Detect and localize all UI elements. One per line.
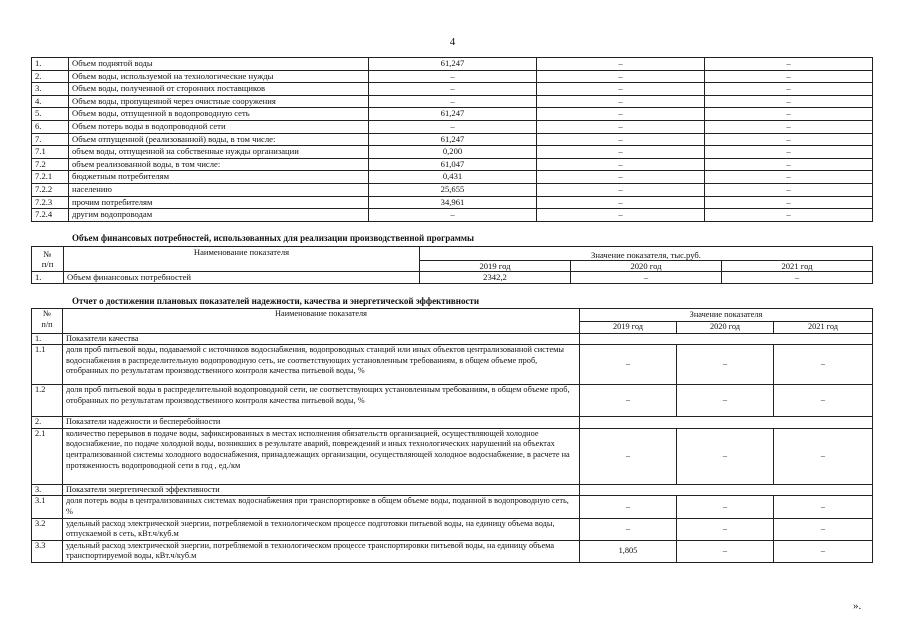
report-cell-num: 3.1 bbox=[32, 496, 63, 518]
finance-row-v2020: – bbox=[571, 272, 722, 284]
water-cell-name: Объем отпущенной (реализованной) воды, в том числе: bbox=[69, 133, 369, 146]
water-cell-v2021: – bbox=[705, 133, 873, 146]
water-cell-num: 7.2.4 bbox=[32, 209, 69, 222]
report-table bbox=[31, 308, 873, 563]
report-col-name: Наименование показателя bbox=[63, 309, 580, 334]
water-cell-name: Объем потерь воды в водопроводной сети bbox=[69, 120, 369, 133]
water-cell-name: Объем воды, полученной от сторонних поставщиков bbox=[69, 83, 369, 96]
water-table-row bbox=[32, 83, 873, 96]
report-cell-name: Показатели надежности и бесперебойности bbox=[63, 417, 580, 429]
water-table-row bbox=[32, 158, 873, 171]
water-cell-num: 2. bbox=[32, 70, 69, 83]
page-number: 4 bbox=[449, 36, 456, 48]
report-year-2021: 2021 год bbox=[774, 322, 873, 334]
report-item-row bbox=[32, 428, 873, 484]
report-item-row bbox=[32, 540, 873, 562]
report-cell-v2019: – bbox=[580, 345, 677, 385]
report-col-value: Значение показателя bbox=[580, 309, 873, 322]
water-cell-name: Объем воды, используемой на технологические нужды bbox=[69, 70, 369, 83]
report-year-2020: 2020 год bbox=[677, 322, 774, 334]
water-table-row bbox=[32, 108, 873, 121]
report-item-row bbox=[32, 385, 873, 417]
water-cell-num: 1. bbox=[32, 58, 69, 71]
water-table-row bbox=[32, 171, 873, 184]
water-cell-v2021: – bbox=[705, 108, 873, 121]
water-cell-num: 7.2.3 bbox=[32, 196, 69, 209]
water-cell-v2021: – bbox=[705, 70, 873, 83]
water-cell-num: 4. bbox=[32, 95, 69, 108]
report-item-row bbox=[32, 345, 873, 385]
report-section-spacer bbox=[580, 484, 873, 496]
water-cell-name: объем реализованной воды, в том числе: bbox=[69, 158, 369, 171]
water-cell-v2021: – bbox=[705, 209, 873, 222]
finance-row-num: 1. bbox=[32, 272, 64, 284]
water-cell-v2021: – bbox=[705, 120, 873, 133]
report-cell-v2020: – bbox=[677, 518, 774, 540]
report-cell-name: доля проб питьевой воды, подаваемой с источников водоснабжения, водопроводных станций или иных объектов централизованной системы водоснабжения в распределительную водопроводную сеть, не соответствующих установленным требованиям, в общем объеме проб, отобранных по результатам производственного контроля качества питьевой воды, % bbox=[63, 345, 580, 385]
water-cell-name: Объем воды, пропущенной через очистные сооружения bbox=[69, 95, 369, 108]
water-cell-v2021: – bbox=[705, 158, 873, 171]
report-cell-num: 3. bbox=[32, 484, 63, 496]
water-cell-v2019: 25,655 bbox=[369, 183, 537, 196]
report-cell-num: 1.2 bbox=[32, 385, 63, 417]
report-cell-v2020: – bbox=[677, 428, 774, 484]
report-cell-num: 3.2 bbox=[32, 518, 63, 540]
report-section-spacer bbox=[580, 333, 873, 345]
report-cell-name: количество перерывов в подаче воды, зафиксированных в местах исполнения обязательств организацией, осуществляющей холодное водоснабжение, по подаче холодной воды, возникших в результате аварий, повреждений и иных технологических нарушений на объектах централизованной системы холодного водоснабжения, принадлежащих организации, осуществляющей холодное водоснабжение, в расчете на протяженность водопроводной сети в год , ед./км bbox=[63, 428, 580, 484]
water-cell-v2021: – bbox=[705, 146, 873, 159]
water-cell-num: 6. bbox=[32, 120, 69, 133]
water-cell-name: Объем воды, отпущенной в водопроводную сеть bbox=[69, 108, 369, 121]
report-cell-v2021: – bbox=[774, 540, 873, 562]
water-cell-num: 7.2.2 bbox=[32, 183, 69, 196]
water-cell-v2019: 61,047 bbox=[369, 158, 537, 171]
report-item-row bbox=[32, 496, 873, 518]
finance-col-name: Наименование показателя bbox=[64, 247, 420, 272]
water-cell-v2020: – bbox=[537, 58, 705, 71]
finance-col-num: № п/п bbox=[32, 247, 64, 272]
water-cell-v2021: – bbox=[705, 196, 873, 209]
report-cell-v2019: – bbox=[580, 428, 677, 484]
report-cell-name: удельный расход электрической энергии, потребляемой в технологическом процессе подготовки питьевой воды, на единицу объема воды, отпускаемой в сеть, кВт.ч/куб.м bbox=[63, 518, 580, 540]
water-cell-v2020: – bbox=[537, 183, 705, 196]
report-cell-name: Показатели энергетической эффективности bbox=[63, 484, 580, 496]
report-cell-v2020: – bbox=[677, 385, 774, 417]
water-cell-name: населению bbox=[69, 183, 369, 196]
report-title: Отчет о достижении плановых показателей надежности, качества и энергетической эффективности bbox=[72, 296, 480, 306]
water-cell-v2019: 34,961 bbox=[369, 196, 537, 209]
report-cell-v2021: – bbox=[774, 385, 873, 417]
report-cell-v2021: – bbox=[774, 496, 873, 518]
report-cell-name: Показатели качества bbox=[63, 333, 580, 345]
water-cell-name: Объем поднятой воды bbox=[69, 58, 369, 71]
finance-title: Объем финансовых потребностей, использованных для реализации производственной программы bbox=[72, 233, 475, 243]
report-cell-v2019: – bbox=[580, 518, 677, 540]
report-year-2019: 2019 год bbox=[580, 322, 677, 334]
report-cell-name: доля проб питьевой воды в распределительной водопроводной сети, не соответствующих установленным требованиям, в общем объеме проб, отобранных по результатам производственного контроля качества питьевой воды, % bbox=[63, 385, 580, 417]
report-section-row bbox=[32, 417, 873, 429]
finance-row-name: Объем финансовых потребностей bbox=[64, 272, 420, 284]
finance-row-v2021: – bbox=[722, 272, 873, 284]
water-cell-v2021: – bbox=[705, 58, 873, 71]
water-cell-v2019: – bbox=[369, 83, 537, 96]
report-cell-num: 2. bbox=[32, 417, 63, 429]
report-col-num: № п/п bbox=[32, 309, 63, 334]
report-cell-name: доля потерь воды в централизованных системах водоснабжения при транспортировке в общем объеме воды, поданной в водопроводную сеть, % bbox=[63, 496, 580, 518]
report-cell-num: 1.1 bbox=[32, 345, 63, 385]
water-cell-v2019: 0,200 bbox=[369, 146, 537, 159]
water-cell-v2020: – bbox=[537, 158, 705, 171]
water-table-row bbox=[32, 58, 873, 71]
water-table-row bbox=[32, 120, 873, 133]
water-cell-v2019: 61,247 bbox=[369, 133, 537, 146]
finance-year-2021: 2021 год bbox=[722, 261, 873, 272]
water-cell-v2020: – bbox=[537, 95, 705, 108]
report-cell-name: удельный расход электрической энергии, потребляемой в технологическом процессе транспортировки питьевой воды, на единицу объема транспортируемой воды, кВт.ч/куб.м bbox=[63, 540, 580, 562]
water-cell-num: 5. bbox=[32, 108, 69, 121]
report-cell-v2019: 1,805 bbox=[580, 540, 677, 562]
water-cell-v2020: – bbox=[537, 70, 705, 83]
water-cell-name: прочим потребителям bbox=[69, 196, 369, 209]
finance-col-value: Значение показателя, тыс.руб. bbox=[420, 247, 873, 261]
report-section-spacer bbox=[580, 417, 873, 429]
water-cell-v2021: – bbox=[705, 95, 873, 108]
finance-row-v2019: 2342,2 bbox=[420, 272, 571, 284]
water-cell-v2020: – bbox=[537, 146, 705, 159]
water-cell-v2019: – bbox=[369, 209, 537, 222]
water-volume-table bbox=[31, 57, 873, 222]
finance-year-2020: 2020 год bbox=[571, 261, 722, 272]
water-table-row bbox=[32, 209, 873, 222]
water-cell-v2019: – bbox=[369, 120, 537, 133]
water-table-row bbox=[32, 196, 873, 209]
water-cell-num: 7.1 bbox=[32, 146, 69, 159]
report-item-row bbox=[32, 518, 873, 540]
report-cell-num: 2.1 bbox=[32, 428, 63, 484]
water-cell-v2020: – bbox=[537, 133, 705, 146]
report-cell-v2020: – bbox=[677, 496, 774, 518]
report-cell-num: 3.3 bbox=[32, 540, 63, 562]
water-cell-name: бюджетным потребителям bbox=[69, 171, 369, 184]
water-table-row bbox=[32, 70, 873, 83]
water-cell-v2020: – bbox=[537, 108, 705, 121]
water-cell-v2020: – bbox=[537, 209, 705, 222]
water-table-row bbox=[32, 146, 873, 159]
closing-quote: ». bbox=[853, 600, 862, 612]
water-cell-num: 7.2.1 bbox=[32, 171, 69, 184]
report-cell-v2019: – bbox=[580, 496, 677, 518]
water-cell-v2021: – bbox=[705, 183, 873, 196]
report-section-row bbox=[32, 333, 873, 345]
water-cell-v2019: 61,247 bbox=[369, 108, 537, 121]
report-cell-num: 1. bbox=[32, 333, 63, 345]
water-cell-v2019: – bbox=[369, 95, 537, 108]
water-cell-v2019: – bbox=[369, 70, 537, 83]
finance-table bbox=[31, 246, 873, 284]
water-cell-name: другим водопроводам bbox=[69, 209, 369, 222]
water-cell-v2019: 61,247 bbox=[369, 58, 537, 71]
water-cell-num: 7. bbox=[32, 133, 69, 146]
water-table-row bbox=[32, 183, 873, 196]
finance-year-2019: 2019 год bbox=[420, 261, 571, 272]
report-cell-v2019: – bbox=[580, 385, 677, 417]
water-cell-v2020: – bbox=[537, 196, 705, 209]
report-cell-v2020: – bbox=[677, 345, 774, 385]
water-table-row bbox=[32, 95, 873, 108]
water-cell-num: 3. bbox=[32, 83, 69, 96]
water-cell-v2021: – bbox=[705, 83, 873, 96]
water-table-row bbox=[32, 133, 873, 146]
report-cell-v2021: – bbox=[774, 345, 873, 385]
water-cell-v2019: 0,431 bbox=[369, 171, 537, 184]
water-cell-v2020: – bbox=[537, 171, 705, 184]
report-cell-v2021: – bbox=[774, 428, 873, 484]
report-section-row bbox=[32, 484, 873, 496]
water-cell-num: 7.2 bbox=[32, 158, 69, 171]
report-cell-v2021: – bbox=[774, 518, 873, 540]
water-cell-v2020: – bbox=[537, 120, 705, 133]
water-cell-v2020: – bbox=[537, 83, 705, 96]
report-cell-v2020: – bbox=[677, 540, 774, 562]
water-cell-v2021: – bbox=[705, 171, 873, 184]
water-cell-name: объем воды, отпущенной на собственные нужды организации bbox=[69, 146, 369, 159]
